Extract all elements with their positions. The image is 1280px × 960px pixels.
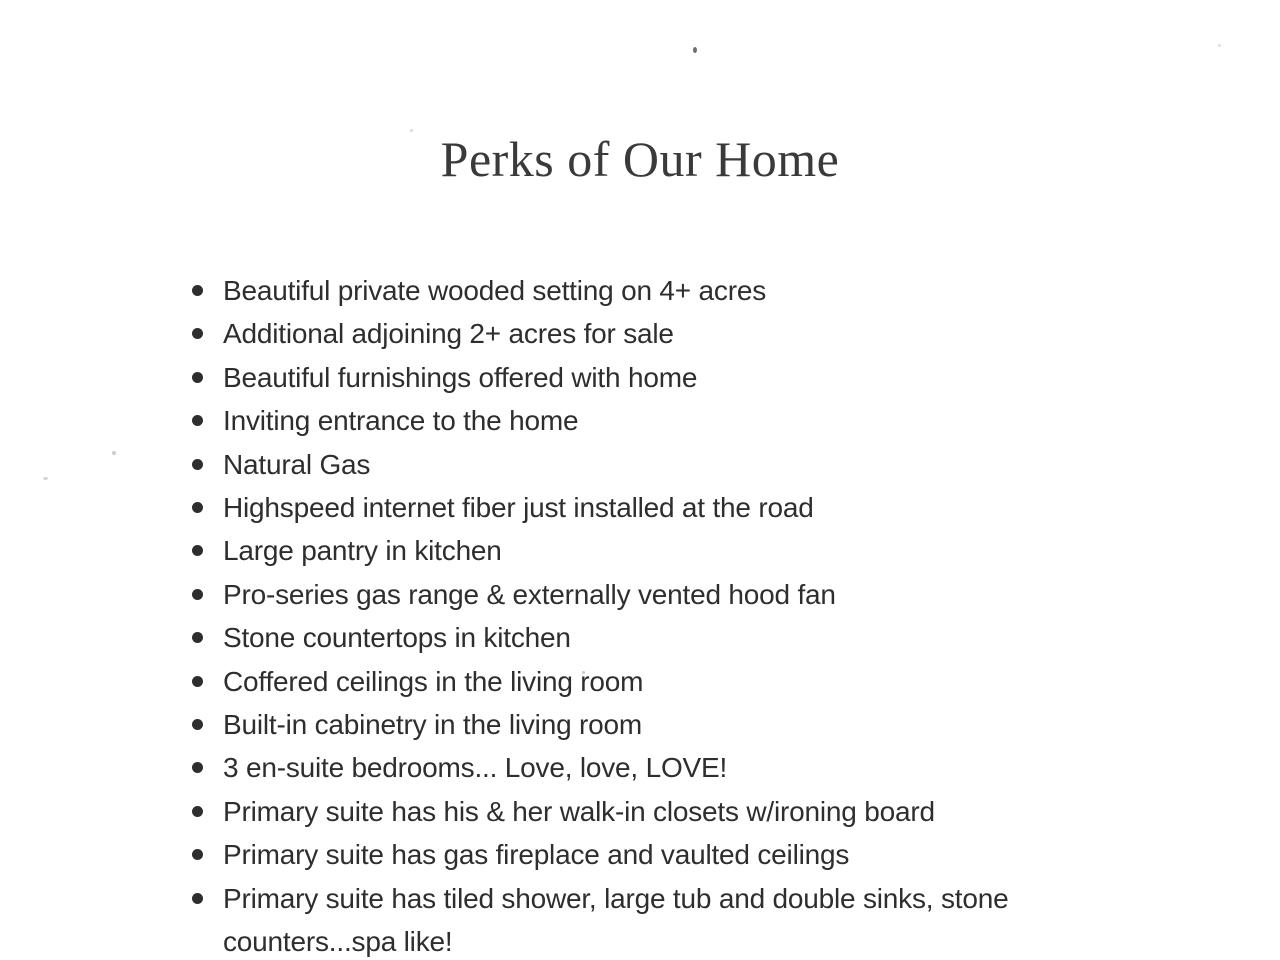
list-item-text: Additional adjoining 2+ acres for sale: [223, 318, 674, 350]
bullet-icon: [192, 285, 203, 296]
list-item: [192, 660, 1093, 703]
list-item: [192, 399, 1093, 442]
list-item-text: Large pantry in kitchen: [223, 535, 502, 567]
bullet-icon: [192, 632, 203, 643]
bullet-icon: [192, 719, 203, 730]
list-item-text: Beautiful private wooded setting on 4+ acres: [223, 275, 766, 306]
scan-speck: [693, 47, 697, 53]
list-item-text: Coffered ceilings in the living room: [223, 665, 644, 697]
bullet-icon: [192, 806, 203, 817]
list-item-text: Primary suite has his & her walk-in closets w/ironing board: [223, 795, 935, 827]
perks-bullet-list: [192, 269, 1097, 960]
list-item-text: Inviting entrance to the home: [223, 405, 579, 437]
bullet-icon: [192, 328, 203, 339]
bullet-icon: [192, 372, 203, 383]
list-item: [192, 269, 1093, 312]
bullet-icon: [192, 545, 203, 556]
bullet-icon: [192, 893, 203, 904]
list-item: [192, 529, 1093, 572]
bullet-icon: [192, 502, 203, 513]
list-item: [192, 833, 1093, 876]
list-item-text: 3 en-suite bedrooms... Love, love, LOVE!: [223, 752, 728, 784]
list-item: [192, 616, 1093, 659]
list-item: [192, 312, 1093, 355]
bullet-icon: [192, 459, 203, 470]
list-item: [192, 486, 1093, 529]
list-item-text: Natural Gas: [223, 448, 371, 480]
list-item-text: Stone countertops in kitchen: [223, 622, 571, 654]
list-item-text: Highspeed internet fiber just installed at the road: [223, 492, 814, 524]
scan-speck: [112, 451, 116, 455]
list-item-text: Pro-series gas range & externally vented hood fan: [223, 578, 836, 610]
list-item: [192, 356, 1093, 399]
bullet-icon: [192, 849, 203, 860]
bullet-icon: [192, 676, 203, 687]
list-item-text: Built-in cabinetry in the living room: [223, 709, 643, 741]
list-item: [192, 790, 1093, 833]
list-item-text: Primary suite has tiled shower, large tub and double sinks, stone counters...spa like!: [223, 882, 1009, 958]
list-item: [192, 443, 1093, 486]
list-item-text: Primary suite has gas fireplace and vaulted ceilings: [223, 839, 850, 871]
bullet-icon: [192, 415, 203, 426]
list-item: [192, 877, 1093, 960]
bullet-icon: [192, 762, 203, 773]
page-title: Perks of Our Home: [440, 131, 840, 187]
list-item: [192, 573, 1093, 616]
bullet-icon: [192, 589, 203, 600]
scan-speck: [43, 477, 48, 480]
list-item: [192, 703, 1093, 746]
list-item-text: Beautiful furnishings offered with home: [223, 361, 698, 393]
list-item: [192, 746, 1093, 789]
scan-speck: [1218, 44, 1221, 47]
